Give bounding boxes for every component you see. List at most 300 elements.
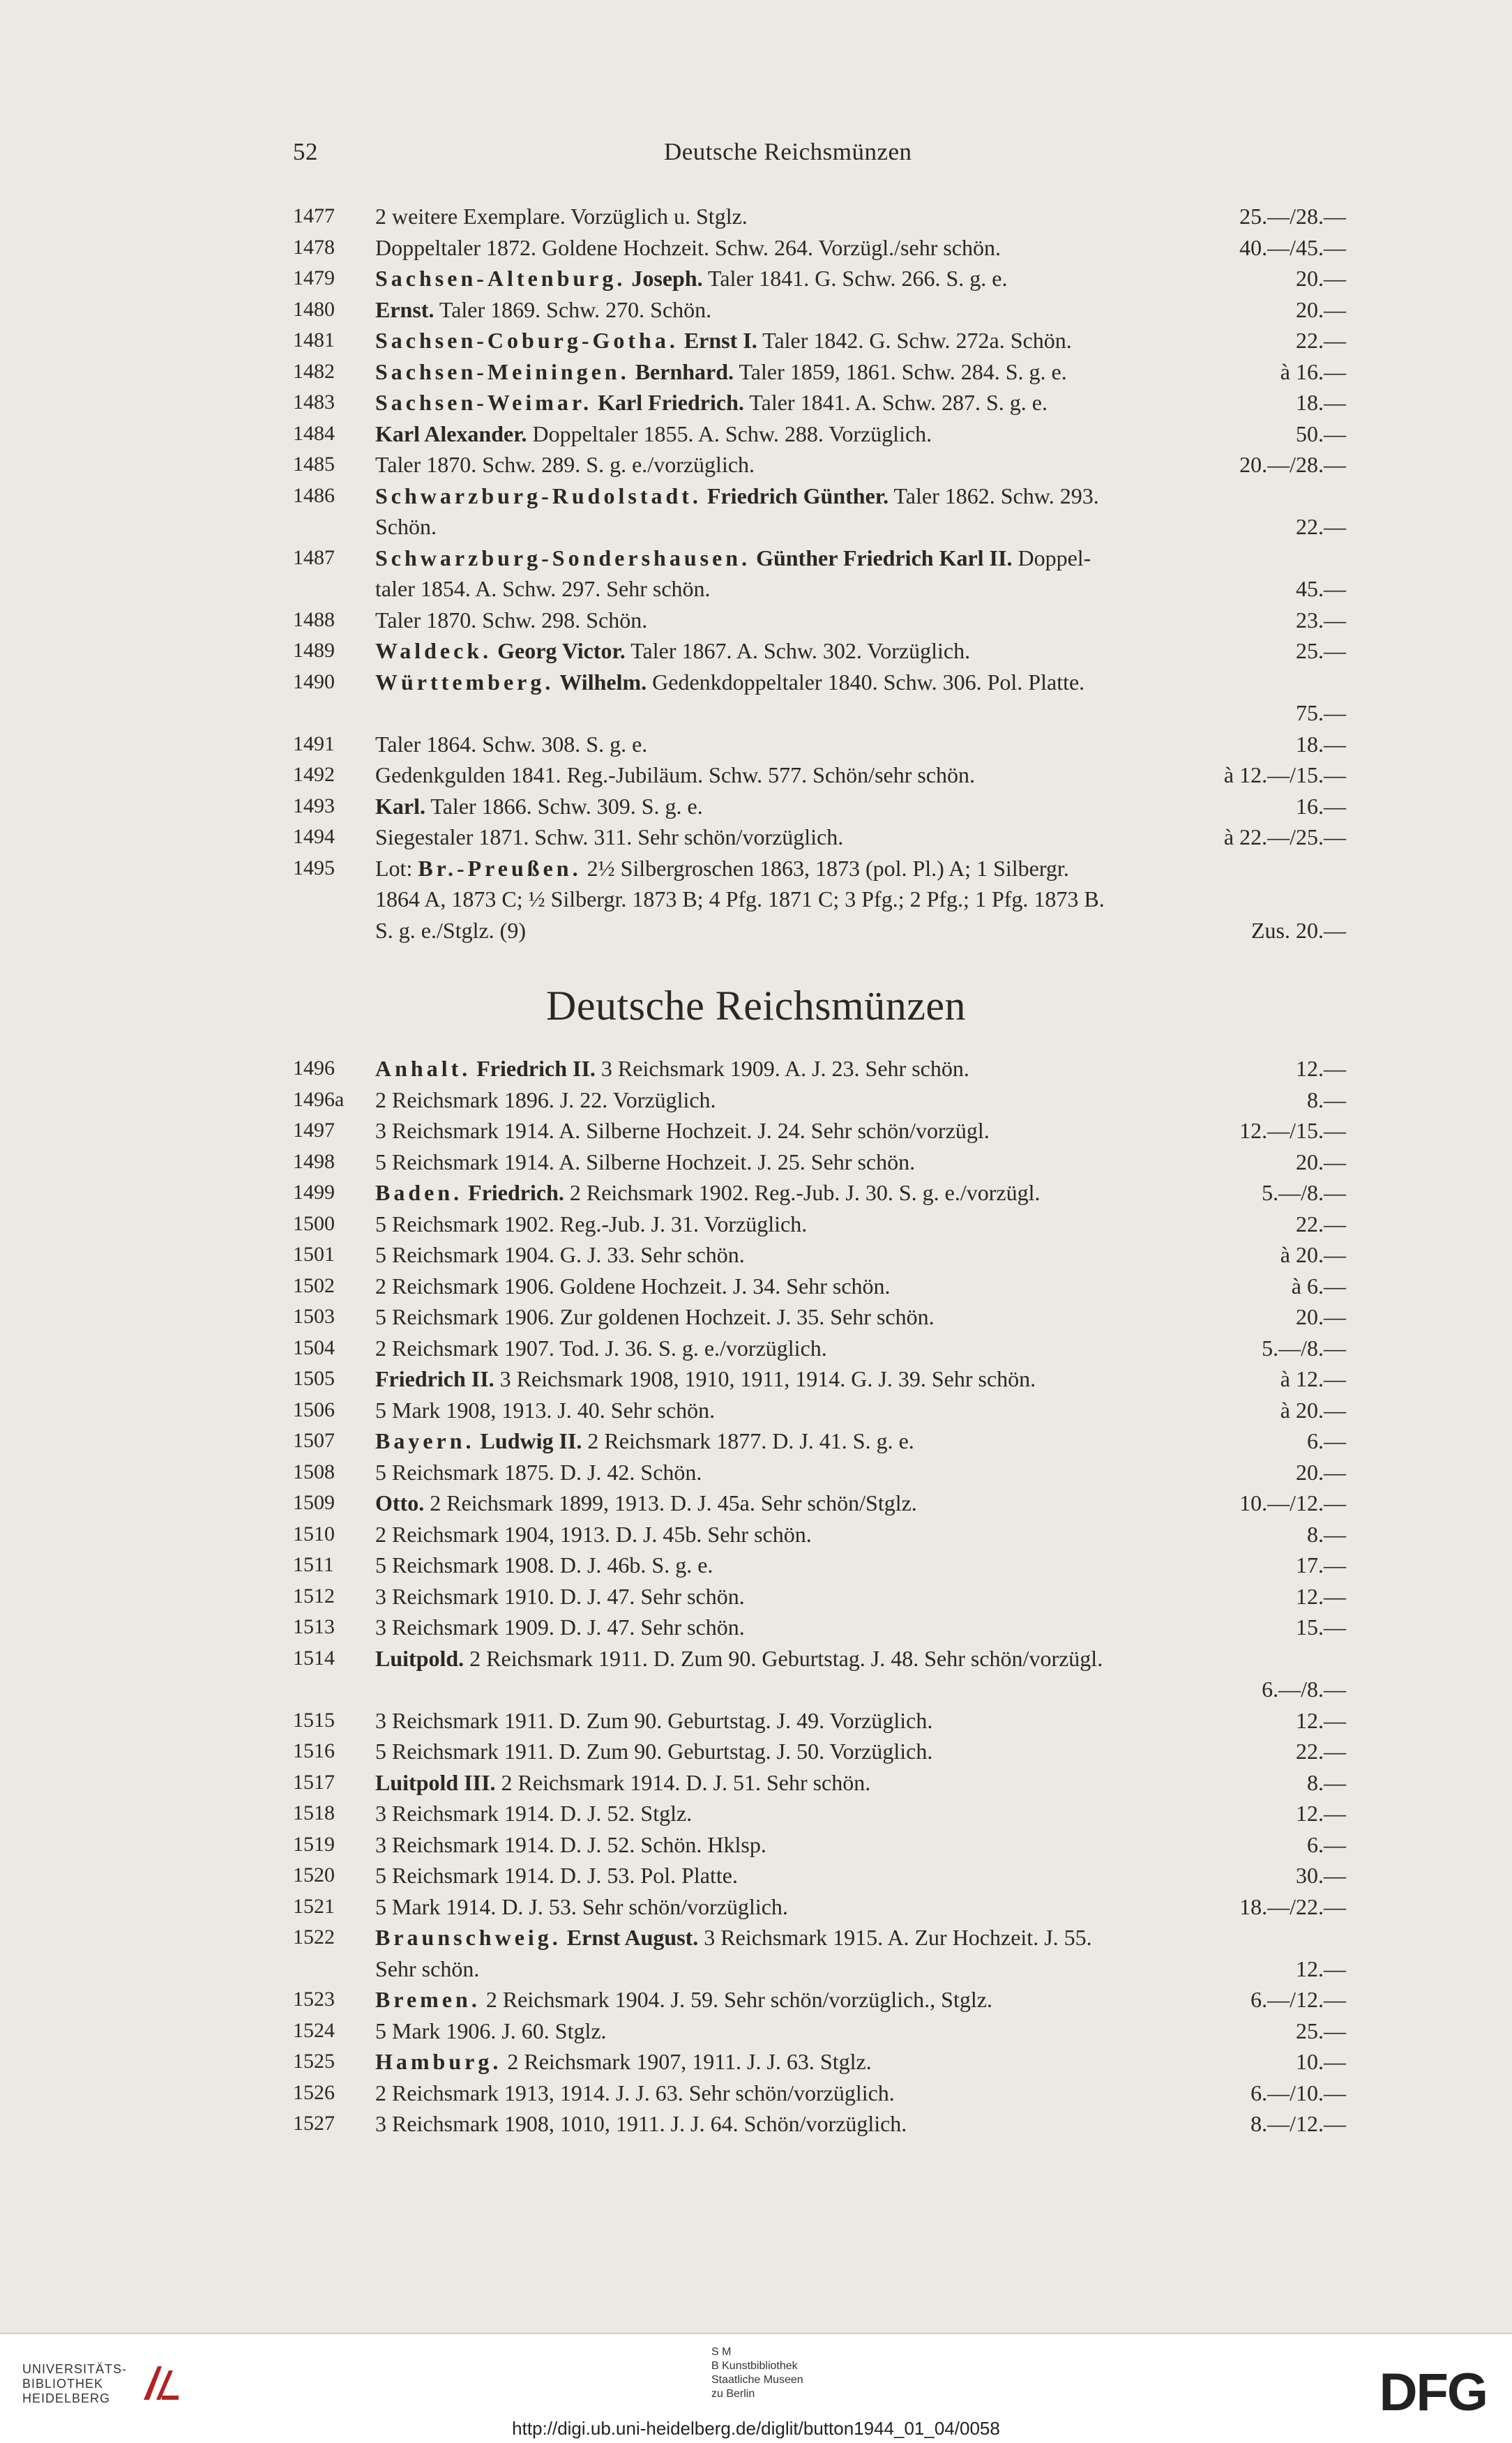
- entry-description: [375, 418, 932, 450]
- dfg-logo[interactable]: DFG: [1379, 2363, 1487, 2422]
- catalog-entry: [293, 1736, 1346, 1767]
- ruler-name: Friedrich II.: [375, 1366, 494, 1391]
- ruler-name: Ernst.: [375, 296, 434, 322]
- entry-description: [375, 822, 843, 853]
- entry-number: 1502: [293, 1273, 335, 1297]
- catalog-entry: [293, 387, 1346, 418]
- state-name: Sachsen-Coburg-Gotha.: [375, 328, 679, 353]
- catalog-entry: [293, 1084, 1346, 1116]
- entry-text: 2 Reichsmark 1899, 1913. D. J. 45a. Sehr schön/Stglz.: [424, 1490, 917, 1515]
- ruler-name: Karl.: [375, 793, 425, 819]
- catalog-entry: [293, 915, 1346, 946]
- catalog-entry: [293, 2015, 1346, 2047]
- entry-price: 12.—: [1296, 1583, 1346, 1609]
- catalog-entry: [293, 356, 1346, 388]
- catalog-entry: [293, 1643, 1346, 1674]
- entry-text: Doppeltaler 1872. Goldene Hochzeit. Schw. 264. Vorzügl./sehr schön.: [375, 234, 1001, 260]
- entry-text: Taler 1866. Schw. 309. S. g. e.: [425, 793, 703, 819]
- entry-description: [375, 915, 526, 946]
- entry-text: Sehr schön.: [375, 1956, 480, 1981]
- entry-price: 6.—/8.—: [1262, 1677, 1346, 1702]
- entry-price: 25.—: [1296, 638, 1346, 663]
- entry-number: 1498: [293, 1149, 335, 1173]
- entry-description: [375, 1333, 827, 1364]
- entry-price: 8.—: [1307, 1769, 1346, 1795]
- entry-price: 45.—: [1296, 576, 1346, 601]
- entry-description: [375, 759, 975, 791]
- entry-text: 3 Reichsmark 1914. D. J. 52. Schön. Hklsp.: [375, 1831, 766, 1857]
- entry-description: [375, 635, 970, 667]
- entry-description: [375, 1643, 1103, 1674]
- catalog-entry: [293, 573, 1346, 605]
- state-name: Hamburg.: [375, 2049, 502, 2074]
- state-name: Sachsen-Altenburg.: [375, 266, 626, 291]
- entry-price: 6.—/12.—: [1250, 1987, 1346, 2012]
- entry-text: 2 Reichsmark 1911. D. Zum 90. Geburtstag. J. 48. Sehr schön/vorzügl.: [464, 1645, 1103, 1671]
- entry-description: [375, 1363, 1036, 1395]
- entry-price: 5.—/8.—: [1262, 1335, 1346, 1361]
- state-name: Sachsen-Weimar.: [375, 390, 593, 415]
- entry-number: 1484: [293, 421, 335, 445]
- ruler-name: Otto.: [375, 1490, 425, 1515]
- source-line: B Kunstbibliothek: [711, 2360, 798, 2372]
- entry-text: Taler 1842. G. Schw. 272a. Schön.: [757, 328, 1072, 353]
- catalog-entry: [293, 1674, 1346, 1705]
- entry-text: Taler 1862. Schw. 293.: [889, 483, 1099, 508]
- entry-description: [375, 1829, 766, 1861]
- catalog-entry: [293, 1333, 1346, 1364]
- entry-number: 1480: [293, 297, 335, 321]
- entry-price: 6.—: [1307, 1831, 1346, 1857]
- entry-description: [375, 1147, 915, 1178]
- entry-number: 1524: [293, 2018, 335, 2042]
- entry-price: 22.—: [1296, 1739, 1346, 1764]
- state-name: Anhalt.: [375, 1056, 471, 1081]
- entry-text: 5 Reichsmark 1914. A. Silberne Hochzeit. J. 25. Sehr schön.: [375, 1149, 916, 1174]
- entry-price: 12.—/15.—: [1239, 1118, 1346, 1143]
- entry-number: 1518: [293, 1801, 335, 1824]
- state-name: Bremen.: [375, 1987, 481, 2012]
- entry-description: [375, 387, 1048, 418]
- ruler-name: Wilhelm.: [559, 669, 647, 695]
- entry-description: [375, 1953, 479, 1985]
- catalog-entry: [293, 1550, 1346, 1581]
- entry-description: [375, 1612, 745, 1643]
- entry-number: 1504: [293, 1336, 335, 1359]
- entry-text: [679, 328, 684, 353]
- source-line: zu Berlin: [711, 2388, 755, 2400]
- entry-description: [375, 1581, 745, 1612]
- entry-price: à 20.—: [1280, 1397, 1346, 1423]
- catalog-entry: [293, 1239, 1346, 1271]
- entry-number: 1517: [293, 1770, 335, 1794]
- entry-number: 1510: [293, 1522, 335, 1545]
- entry-text: [702, 483, 707, 508]
- entry-text: Taler 1869. Schw. 270. Schön.: [434, 296, 712, 322]
- catalog-entry: [293, 759, 1346, 791]
- entry-text: 2 Reichsmark 1907. Tod. J. 36. S. g. e./vorzüglich.: [375, 1335, 827, 1361]
- catalog-entry: [293, 1922, 1346, 1953]
- entry-number: 1491: [293, 732, 335, 755]
- source-line: Staatliche Museen: [711, 2374, 803, 2386]
- entry-price: 22.—: [1296, 1211, 1346, 1236]
- entry-description: [375, 573, 711, 605]
- entry-text: Doppeltaler 1855. A. Schw. 288. Vorzüglich.: [527, 421, 932, 446]
- entry-number: 1500: [293, 1211, 335, 1235]
- entry-number: 1482: [293, 359, 335, 383]
- entry-description: [375, 543, 1091, 574]
- source-institution: [711, 2345, 803, 2401]
- state-name: Br.-Preußen.: [418, 855, 582, 881]
- entry-text: 3 Reichsmark 1909. D. J. 47. Sehr schön.: [375, 1614, 745, 1640]
- entry-text: [630, 359, 635, 384]
- entry-text: Lot:: [375, 855, 418, 881]
- university-line: HEIDELBERG: [22, 2391, 111, 2405]
- ruler-name: Ernst I.: [683, 328, 757, 353]
- entry-text: 1864 A, 1873 C; ½ Silbergr. 1873 B; 4 Pfg. 1871 C; 3 Pfg.; 2 Pfg.; 1 Pfg. 1873 B.: [375, 886, 1105, 912]
- entry-price: 8.—: [1307, 1521, 1346, 1547]
- entry-price: 25.—/28.—: [1239, 204, 1346, 229]
- catalog-entry: [293, 884, 1346, 915]
- entry-number: 1521: [293, 1894, 335, 1918]
- entry-price: 25.—: [1296, 2018, 1346, 2043]
- catalog-entry: [293, 418, 1346, 450]
- entry-description: [375, 1395, 715, 1426]
- entry-text: [475, 1428, 481, 1453]
- entry-text: 5 Reichsmark 1906. Zur goldenen Hochzeit. J. 35. Sehr schön.: [375, 1304, 935, 1329]
- entry-price: 6.—/10.—: [1250, 2080, 1346, 2105]
- entry-description: [375, 481, 1099, 512]
- catalog-entry: [293, 1705, 1346, 1737]
- entry-price: 16.—: [1296, 793, 1346, 819]
- entry-price: à 22.—/25.—: [1223, 824, 1346, 849]
- permalink-url[interactable]: http://digi.ub.uni-heidelberg.de/diglit/button1944_01_04/0058: [512, 2418, 1000, 2439]
- entry-number: 1496: [293, 1057, 335, 1080]
- state-name: Baden.: [375, 1180, 463, 1205]
- entry-text: Siegestaler 1871. Schw. 311. Sehr schön/vorzüglich.: [375, 824, 844, 849]
- entry-description: [375, 1301, 935, 1333]
- entry-description: [375, 1736, 932, 1767]
- entry-description: [375, 1084, 716, 1116]
- entry-description: [375, 263, 1007, 294]
- entry-price: à 16.—: [1280, 358, 1346, 384]
- entry-text: Taler 1841. G. Schw. 266. S. g. e.: [702, 266, 1008, 291]
- entry-description: [375, 1798, 692, 1829]
- entry-number: 1487: [293, 545, 335, 569]
- entry-text: 5 Reichsmark 1904. G. J. 33. Sehr schön.: [375, 1242, 745, 1267]
- entry-number: 1506: [293, 1398, 335, 1421]
- entry-description: [375, 1767, 870, 1799]
- catalog-entry: [293, 232, 1346, 264]
- entry-description: [375, 1115, 990, 1147]
- entry-text: 5 Reichsmark 1875. D. J. 42. Schön.: [375, 1459, 702, 1485]
- entry-price: 40.—/45.—: [1239, 234, 1346, 260]
- entry-description: [375, 294, 711, 326]
- entry-description: [375, 1705, 932, 1737]
- entry-text: 2 Reichsmark 1907, 1911. J. J. 63. Stglz.: [501, 2049, 872, 2074]
- entry-description: [375, 2078, 895, 2109]
- state-name: Sachsen-Meiningen.: [375, 358, 630, 384]
- catalog-entry: [293, 1860, 1346, 1891]
- catalog-entries-top: [293, 201, 1346, 946]
- state-name: Schwarzburg-Rudolstadt.: [375, 483, 702, 508]
- catalog-entry: [293, 1829, 1346, 1861]
- entry-number: 1493: [293, 794, 335, 817]
- entry-description: [375, 605, 647, 636]
- entry-price: 15.—: [1296, 1614, 1346, 1640]
- university-line: UNIVERSITÄTS-: [22, 2362, 128, 2376]
- catalog-entry: [293, 1177, 1346, 1209]
- entry-number: 1520: [293, 1863, 335, 1886]
- entry-description: [375, 729, 647, 760]
- entry-description: [375, 667, 1084, 698]
- catalog-entry: [293, 2078, 1346, 2109]
- entry-text: Taler 1859, 1861. Schw. 284. S. g. e.: [734, 358, 1067, 384]
- entry-price: 6.—: [1307, 1428, 1346, 1453]
- entry-number: 1488: [293, 607, 335, 631]
- ruler-name: Bernhard.: [635, 358, 734, 384]
- entry-text: 2 Reichsmark 1877. D. J. 41. S. g. e.: [582, 1428, 914, 1453]
- entry-description: [375, 1922, 1092, 1953]
- entry-number: 1485: [293, 453, 335, 476]
- entry-number: 1503: [293, 1305, 335, 1328]
- entry-number: 1505: [293, 1367, 335, 1390]
- entry-text: Taler 1870. Schw. 289. S. g. e./vorzüglich.: [375, 452, 755, 477]
- entry-price: 20.—: [1296, 1459, 1346, 1485]
- catalog-entry: [293, 1457, 1346, 1488]
- entry-number: 1486: [293, 483, 335, 507]
- university-line: BIBLIOTHEK: [22, 2377, 104, 2391]
- entry-text: 2 Reichsmark 1896. J. 22. Vorzüglich.: [375, 1087, 716, 1112]
- entry-description: [375, 2015, 607, 2047]
- state-name: Waldeck.: [375, 638, 492, 663]
- source-line: S M: [711, 2346, 732, 2358]
- entry-number: 1527: [293, 2112, 335, 2135]
- entry-price: 22.—: [1296, 514, 1346, 539]
- catalog-entry: [293, 822, 1346, 853]
- entry-text: 3 Reichsmark 1915. A. Zur Hochzeit. J. 55.: [698, 1925, 1092, 1950]
- entry-description: [375, 1177, 1040, 1209]
- entry-price: à 20.—: [1280, 1242, 1346, 1267]
- ruler-name: Luitpold.: [375, 1645, 464, 1671]
- entry-price: 20.—/28.—: [1239, 452, 1346, 477]
- entry-description: [375, 791, 703, 822]
- entry-price: 12.—: [1296, 1956, 1346, 1981]
- entry-price: 75.—: [1296, 700, 1346, 725]
- university-logo-icon: [137, 2361, 181, 2405]
- catalog-entry: [293, 1953, 1346, 1985]
- entry-price: à 12.—: [1280, 1366, 1346, 1391]
- entry-text: 3 Reichsmark 1914. A. Silberne Hochzeit. J. 24. Sehr schön/vorzügl.: [375, 1118, 990, 1143]
- catalog-entry: [293, 511, 1346, 543]
- entry-number: 1509: [293, 1491, 335, 1514]
- catalog-entry: [293, 605, 1346, 636]
- ruler-name: Joseph.: [631, 266, 703, 291]
- entry-number: 1526: [293, 2080, 335, 2104]
- catalog-entry: [293, 1425, 1346, 1457]
- entry-price: 20.—: [1296, 266, 1346, 291]
- catalog-entry: [293, 1612, 1346, 1643]
- catalog-entry: [293, 1053, 1346, 1084]
- section-heading: Deutsche Reichsmünzen: [546, 983, 966, 1029]
- catalog-entry: [293, 2046, 1346, 2078]
- entry-description: [375, 201, 748, 232]
- entry-text: 5 Reichsmark 1908. D. J. 46b. S. g. e.: [375, 1552, 713, 1578]
- entry-text: 5 Mark 1914. D. J. 53. Sehr schön/vorzüglich.: [375, 1893, 788, 1919]
- entry-text: 5 Reichsmark 1902. Reg.-Jub. J. 31. Vorzüglich.: [375, 1211, 808, 1236]
- catalog-entry: [293, 1395, 1346, 1426]
- entry-price: 23.—: [1296, 607, 1346, 633]
- entry-number: 1511: [293, 1553, 334, 1576]
- entry-price: 17.—: [1296, 1552, 1346, 1578]
- entry-text: [492, 638, 497, 663]
- entry-number: 1512: [293, 1584, 335, 1608]
- entry-price: 5.—/8.—: [1262, 1180, 1346, 1205]
- entry-description: [375, 853, 1069, 884]
- entry-price: 12.—: [1296, 1801, 1346, 1826]
- ruler-name: Friedrich.: [468, 1180, 564, 1205]
- entry-text: Gedenkdoppeltaler 1840. Schw. 306. Pol. Platte.: [647, 669, 1085, 695]
- entry-number: 1497: [293, 1119, 335, 1142]
- state-name: Württemberg.: [375, 669, 554, 695]
- entry-number: 1489: [293, 639, 335, 662]
- catalog-entries-bottom: [293, 1053, 1346, 2140]
- ruler-name: Luitpold III.: [375, 1769, 496, 1795]
- entry-text: 2 weitere Exemplare. Vorzüglich u. Stglz.: [375, 204, 748, 229]
- entry-text: S. g. e./Stglz. (9): [375, 917, 526, 943]
- entry-description: [375, 356, 1067, 388]
- ruler-name: Georg Victor.: [497, 638, 626, 663]
- entry-price: 10.—/12.—: [1239, 1490, 1346, 1515]
- catalog-entry: [293, 325, 1346, 356]
- entry-number: 1495: [293, 856, 335, 879]
- entry-text: 3 Reichsmark 1908, 1010, 1911. J. J. 64. Schön/vorzüglich.: [375, 2111, 907, 2136]
- entry-text: 2 Reichsmark 1906. Goldene Hochzeit. J. 34. Sehr schön.: [375, 1273, 891, 1299]
- entry-text: Gedenkgulden 1841. Reg.-Jubiläum. Schw. 577. Schön/sehr schön.: [375, 762, 976, 787]
- entry-number: 1523: [293, 1988, 335, 2011]
- entry-text: Taler 1867. A. Schw. 302. Vorzüglich.: [625, 638, 971, 663]
- entry-text: 5 Reichsmark 1914. D. J. 53. Pol. Platte.: [375, 1863, 738, 1888]
- entry-text: [592, 390, 598, 415]
- ruler-name: Friedrich II.: [476, 1056, 596, 1081]
- entry-price: Zus. 20.—: [1251, 917, 1346, 943]
- entry-number: 1479: [293, 266, 335, 289]
- running-title: Deutsche Reichsmünzen: [664, 138, 912, 165]
- entry-text: 2 Reichsmark 1914. D. J. 51. Sehr schön.: [495, 1769, 871, 1795]
- catalog-entry: [293, 667, 1346, 698]
- entry-number: 1478: [293, 235, 335, 259]
- entry-text: [750, 545, 756, 570]
- entry-description: [375, 325, 1072, 356]
- entry-text: Taler 1864. Schw. 308. S. g. e.: [375, 731, 648, 757]
- entry-description: [375, 232, 1001, 264]
- catalog-entry: [293, 543, 1346, 574]
- entry-price: 12.—: [1296, 1056, 1346, 1081]
- entry-text: 5 Reichsmark 1911. D. Zum 90. Geburtstag. J. 50. Vorzüglich.: [375, 1739, 933, 1764]
- entry-text: [462, 1180, 468, 1205]
- entry-description: [375, 1550, 713, 1581]
- entry-text: 2 Reichsmark 1913, 1914. J. J. 63. Sehr schön/vorzüglich.: [375, 2080, 895, 2105]
- entry-text: Taler 1870. Schw. 298. Schön.: [375, 607, 648, 633]
- entry-description: [375, 1209, 807, 1240]
- entry-text: 3 Reichsmark 1909. A. J. 23. Sehr schön.: [595, 1056, 969, 1081]
- ruler-name: Ludwig II.: [480, 1428, 582, 1453]
- entry-number: 1514: [293, 1646, 335, 1670]
- ruler-name: Günther Friedrich Karl II.: [756, 545, 1013, 570]
- entry-number: 1513: [293, 1615, 335, 1638]
- entry-number: 1508: [293, 1460, 335, 1483]
- catalog-entry: [293, 1488, 1346, 1519]
- entry-number: 1477: [293, 204, 335, 227]
- entry-number: 1515: [293, 1708, 335, 1732]
- entry-number: 1522: [293, 1926, 335, 1949]
- ruler-name: Friedrich Günther.: [706, 483, 889, 508]
- catalog-entry: [293, 1984, 1346, 2015]
- state-name: Bayern.: [375, 1428, 475, 1453]
- entry-description: [375, 1891, 788, 1923]
- entry-text: taler 1854. A. Schw. 297. Sehr schön.: [375, 576, 711, 601]
- entry-text: 3 Reichsmark 1908, 1910, 1911, 1914. G. J. 39. Sehr schön.: [494, 1366, 1036, 1391]
- entry-text: 2½ Silbergroschen 1863, 1873 (pol. Pl.) A; 1 Silbergr.: [581, 855, 1069, 881]
- entry-number: 1481: [293, 328, 335, 351]
- entry-description: [375, 511, 437, 543]
- catalog-entry: [293, 853, 1346, 884]
- catalog-entry: [293, 263, 1346, 294]
- entry-text: 3 Reichsmark 1914. D. J. 52. Stglz.: [375, 1801, 693, 1826]
- page-number: 52: [293, 138, 318, 165]
- entry-text: 2 Reichsmark 1904, 1913. D. J. 45b. Sehr schön.: [375, 1521, 812, 1547]
- entry-description: [375, 2108, 907, 2140]
- entry-price: 20.—: [1296, 1149, 1346, 1174]
- entry-price: 10.—: [1296, 2049, 1346, 2074]
- catalog-entry: [293, 294, 1346, 326]
- state-name: Braunschweig.: [375, 1925, 561, 1950]
- entry-price: 22.—: [1296, 328, 1346, 353]
- entry-description: [375, 449, 755, 481]
- footer-bar: [0, 2333, 1512, 2443]
- catalog-entry: [293, 1767, 1346, 1799]
- entry-price: 8.—: [1307, 1087, 1346, 1112]
- entry-price: 20.—: [1296, 1304, 1346, 1329]
- catalog-entry: [293, 201, 1346, 232]
- entry-description: [375, 884, 1105, 915]
- entry-price: 30.—: [1296, 1863, 1346, 1888]
- entry-description: [375, 2046, 872, 2078]
- entry-price: à 6.—: [1291, 1273, 1346, 1299]
- entry-description: [375, 1457, 702, 1488]
- entry-description: [375, 1860, 738, 1891]
- catalog-entry: [293, 1363, 1346, 1395]
- entry-price: 8.—/12.—: [1250, 2111, 1346, 2136]
- entry-number: 1516: [293, 1739, 335, 1762]
- catalog-entry: [293, 729, 1346, 760]
- university-library-name[interactable]: [22, 2362, 127, 2406]
- entry-price: 18.—: [1296, 731, 1346, 757]
- catalog-entry: [293, 1209, 1346, 1240]
- entry-number: 1492: [293, 763, 335, 786]
- catalog-entry: [293, 791, 1346, 822]
- entry-price: 50.—: [1296, 421, 1346, 446]
- catalog-entry: [293, 635, 1346, 667]
- catalog-entry: [293, 1147, 1346, 1178]
- entry-number: 1507: [293, 1429, 335, 1452]
- catalog-entry: [293, 1115, 1346, 1147]
- entry-description: [375, 1271, 891, 1302]
- catalog-entry: [293, 481, 1346, 512]
- entry-price: 12.—: [1296, 1707, 1346, 1733]
- entry-text: 3 Reichsmark 1910. D. J. 47. Sehr schön.: [375, 1583, 745, 1609]
- entry-text: Schön.: [375, 514, 437, 539]
